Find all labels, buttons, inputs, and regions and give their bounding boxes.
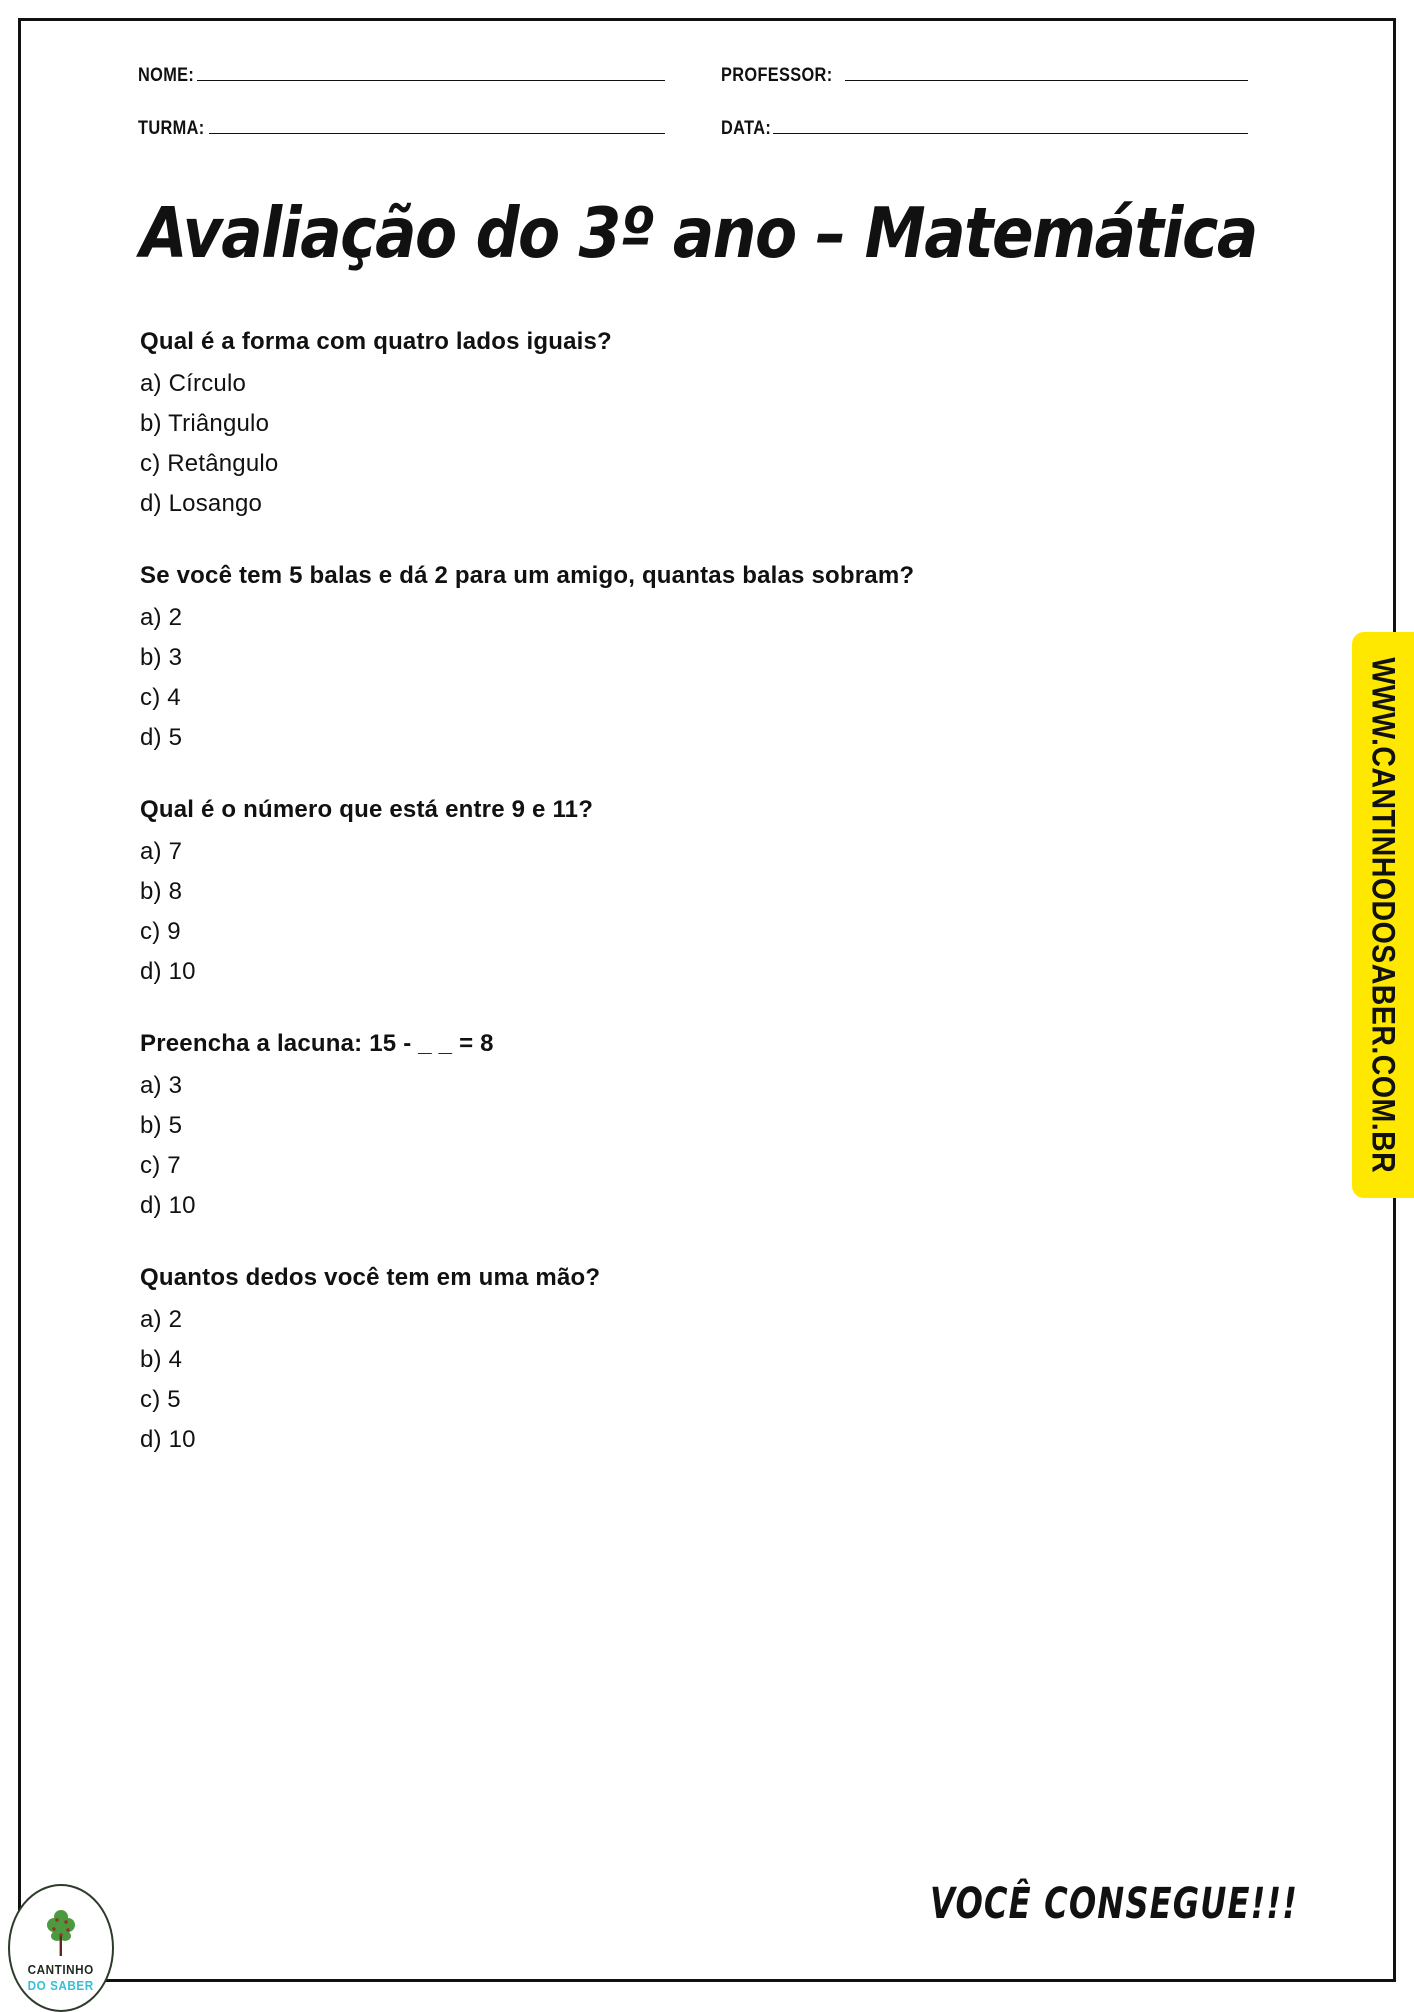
question-stem: Quantos dedos você tem em uma mão? <box>140 1264 601 1291</box>
question-stem: Qual é a forma com quatro lados iguais? <box>140 328 612 355</box>
question-block <box>140 1030 1140 1218</box>
question-block <box>140 796 1140 984</box>
field-professor[interactable] <box>721 60 1248 87</box>
tree-icon <box>41 1908 81 1960</box>
encouragement-text: VOCÊ CONSEGUE!!! <box>930 1880 1298 1929</box>
question-option[interactable]: c) Retângulo <box>140 450 279 477</box>
header-fields <box>138 60 1248 166</box>
question-option[interactable]: a) 3 <box>140 1072 183 1099</box>
question-option[interactable]: c) 9 <box>140 918 181 945</box>
question-option[interactable]: b) Triângulo <box>140 410 270 437</box>
question-block <box>140 562 1140 750</box>
question-block <box>140 328 1140 516</box>
question-stem: Preencha a lacuna: 15 - _ _ = 8 <box>140 1030 494 1057</box>
brand-subtitle: DO SABER <box>27 1977 95 1993</box>
website-side-tab[interactable] <box>1352 632 1414 1198</box>
question-stem: Qual é o número que está entre 9 e 11? <box>140 796 594 823</box>
questions-list <box>140 328 1140 1498</box>
field-line-turma[interactable] <box>209 113 665 134</box>
question-block <box>140 1264 1140 1452</box>
field-line-professor[interactable] <box>845 60 1248 81</box>
question-option[interactable]: c) 5 <box>140 1386 181 1413</box>
question-option[interactable]: d) 5 <box>140 724 183 751</box>
field-label-turma: TURMA: <box>138 118 205 139</box>
question-option[interactable]: d) Losango <box>140 490 263 517</box>
brand-name: CANTINHO <box>27 1961 95 1977</box>
question-option[interactable]: a) Círculo <box>140 370 247 397</box>
question-option[interactable]: b) 3 <box>140 644 183 671</box>
question-option[interactable]: b) 4 <box>140 1346 183 1373</box>
page-title: Avaliação do 3º ano – Matemática <box>140 192 1257 274</box>
question-option[interactable]: d) 10 <box>140 1192 196 1219</box>
field-line-nome[interactable] <box>197 60 665 81</box>
question-option[interactable]: a) 2 <box>140 1306 183 1333</box>
question-option[interactable]: a) 2 <box>140 604 183 631</box>
field-data[interactable] <box>721 113 1248 140</box>
header-row-1 <box>138 60 1248 87</box>
question-option[interactable]: d) 10 <box>140 958 196 985</box>
question-stem: Se você tem 5 balas e dá 2 para um amigo, quantas balas sobram? <box>140 562 915 589</box>
field-turma[interactable] <box>138 113 665 140</box>
field-label-professor: PROFESSOR: <box>721 65 833 86</box>
field-label-nome: NOME: <box>138 65 195 86</box>
question-option[interactable]: a) 7 <box>140 838 183 865</box>
website-url-text: WWW.CANTINHODOSABER.COM.BR <box>1364 657 1403 1173</box>
field-nome[interactable] <box>138 60 665 87</box>
field-label-data: DATA: <box>721 118 772 139</box>
header-row-2 <box>138 113 1248 140</box>
question-option[interactable]: c) 4 <box>140 684 181 711</box>
brand-logo <box>8 1884 114 2012</box>
question-option[interactable]: c) 7 <box>140 1152 181 1179</box>
question-option[interactable]: d) 10 <box>140 1426 196 1453</box>
question-option[interactable]: b) 5 <box>140 1112 183 1139</box>
question-option[interactable]: b) 8 <box>140 878 183 905</box>
field-line-data[interactable] <box>773 113 1248 134</box>
